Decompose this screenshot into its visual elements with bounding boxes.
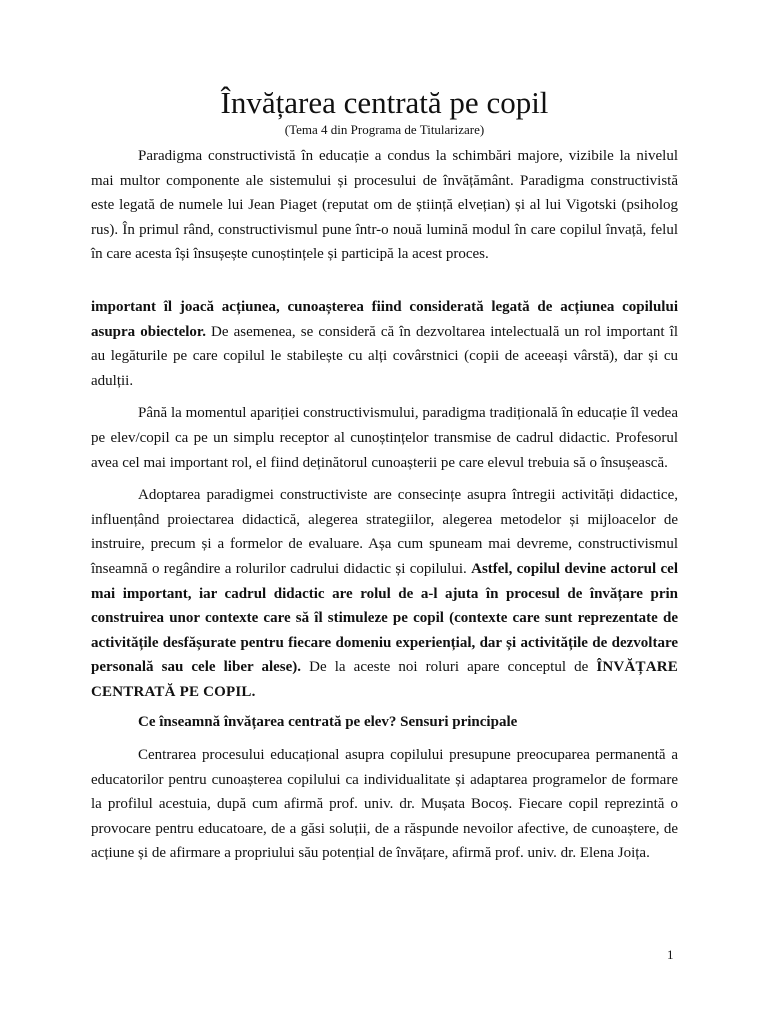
paragraph-consequences-end: De la aceste noi roluri apare conceptul de <box>301 659 597 676</box>
paragraph-constructivism-intro: Paradigma constructivistă în educație a condus la schimbări majore, vizibile la nivelul mai multor componente ale sistemului și procesului de învățământ. Paradigma constructivistă este legată de numele lui Jean Piaget (reputat om de știință elvețian) și al lui Vigotski (psiholog rus). În primul rând, constructivismul pune într-o nouă lumină modul în care copilul învață, felul în care acesta își însușește cunoștințele și participă la acest proces. <box>91 148 678 263</box>
paragraph-action-role <box>91 295 678 393</box>
paragraph-consequences-text: Adoptarea paradigmei constructiviste are consecințe asupra întregii activități didactice, influențând proiectarea didactică, alegerea strategiilor, alegerea metodelor și mijloacelor de instruire, precum și a formelor de evaluare. Așa cum spuneam mai devreme, constructivismul înseamnă o regândire a rolurilor cadrului didactic și copilului. <box>91 487 678 577</box>
paragraph-action-role-text: De asemenea, se consideră că în dezvoltarea intelectuală un rol important îl au legăturile pe care copilul le stabilește cu alți covârstnici (copii de aceeași vârstă), dar și cu adulții. <box>91 323 678 389</box>
paragraph-consequences <box>91 483 678 704</box>
bold-text-child-actor: Astfel, copilul devine actorul cel mai important, iar cadrul didactic are rolul de a-l ajuta în procesul de învățare prin construirea unor contexte care să îl stimuleze pe copil (contexte care sunt reprezentate de activitățile desfășurate pentru fiecare domeniu experiențial, dar și activitățile de dezvoltare personală sau cele liber alese). <box>91 560 678 676</box>
section-heading: Ce înseamnă învățarea centrată pe elev? Sensuri principale <box>138 714 518 731</box>
paragraph-child-centering: Centrarea procesului educațional asupra copilului presupune preocuparea permanentă a educatorilor pentru cunoașterea copilului ca individualitate și adaptarea programelor de formare la profilul acestuia, după cum afirmă prof. univ. dr. Mușata Bocoș. Fiecare copil reprezintă o provocare pentru educatoare, de a găsi soluții, de a răspunde nevoilor afective, de cunoaștere, de acțiune și de afirmare a propriului său potențial de învățare, afirmă prof. univ. dr. Elena Joița. <box>91 747 678 862</box>
bold-text-action: important îl joacă acțiunea, cunoașterea fiind considerată legată de acțiunea copilului asupra obiectelor. <box>91 298 678 340</box>
document-title: Învățarea centrată pe copil <box>220 85 549 120</box>
concept-child-centered-learning: ÎNVĂȚARE CENTRATĂ PE COPIL. <box>91 659 678 700</box>
document-subtitle: (Tema 4 din Programa de Titularizare) <box>284 122 485 137</box>
paragraph-traditional-paradigm: Până la momentul apariției constructivismului, paradigma tradițională în educație îl vedea pe elev/copil ca pe un simplu receptor al cunoștințelor transmise de cadrul didactic. Profesorul avea cel mai important rol, el fiind deținătorul cunoașterii pe care elevul trebuia să o însușească. <box>91 405 678 471</box>
document-page <box>91 84 678 866</box>
page-number: 1 <box>667 947 674 962</box>
